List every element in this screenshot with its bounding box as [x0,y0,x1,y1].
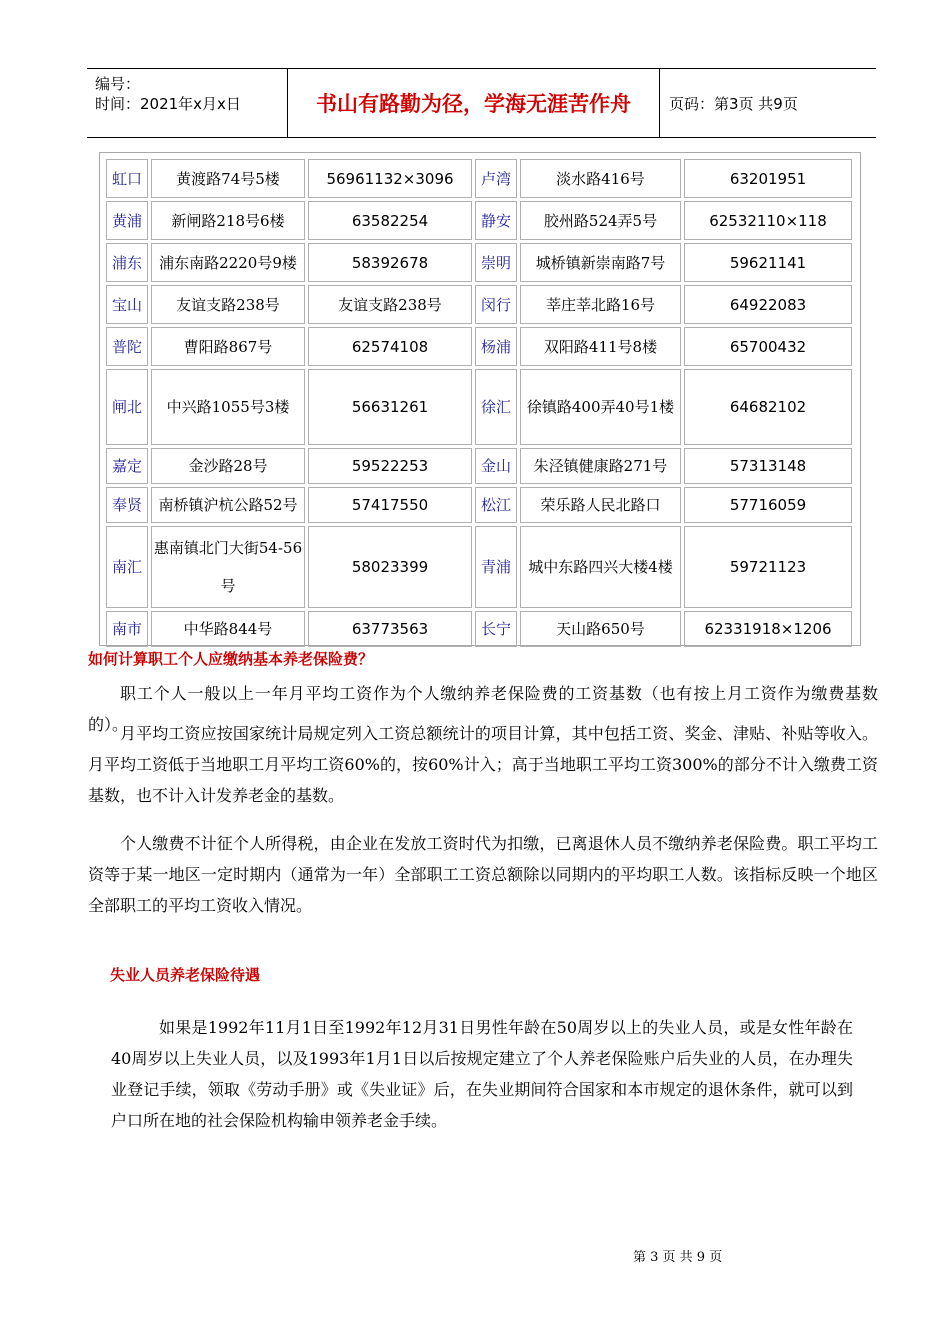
table-row [106,448,852,484]
district-cell: 闵行 [475,285,517,324]
address-cell: 中兴路1055号3楼 [151,369,305,445]
table-row [106,369,852,445]
table-row [106,285,852,324]
district-cell: 浦东 [106,243,148,282]
header-page-info: 页码：第3页 共9页 [669,94,798,113]
phone-cell: 57313148 [684,448,852,484]
phone-cell: 58023399 [308,526,472,608]
header-slogan: 书山有路勤为径，学海无涯苦作舟 [288,69,660,137]
district-cell: 奉贤 [106,487,148,523]
phone-cell: 59621141 [684,243,852,282]
district-cell: 嘉定 [106,448,148,484]
office-table [103,156,855,650]
district-cell: 长宁 [475,611,517,647]
phone-cell: 62532110×118 [684,201,852,240]
address-cell: 城桥镇新崇南路7号 [520,243,681,282]
phone-cell: 62331918×1206 [684,611,852,647]
address-cell: 天山路650号 [520,611,681,647]
address-cell: 惠南镇北门大街54-56号 [151,526,305,608]
paragraph: 个人缴费不计征个人所得税，由企业在发放工资时代为扣缴，已离退休人员不缴纳养老保险费。职工平均工资等于某一地区一定时期内（通常为一年）全部职工工资总额除以同期内的平均职工人数。该指标反映一个地区全部职工的平均工资收入情况。 [88,834,878,915]
table-row [106,243,852,282]
address-cell: 城中东路四兴大楼4楼 [520,526,681,608]
address-cell: 朱泾镇健康路271号 [520,448,681,484]
phone-cell: 57716059 [684,487,852,523]
phone-cell: 59721123 [684,526,852,608]
phone-cell: 63773563 [308,611,472,647]
address-cell: 金沙路28号 [151,448,305,484]
address-cell: 双阳路411号8楼 [520,327,681,366]
address-cell: 荣乐路人民北路口 [520,487,681,523]
number-label: 编号： [95,75,141,93]
district-cell: 杨浦 [475,327,517,366]
page-footer: 第 3 页 共 9 页 [633,1250,723,1265]
district-cell: 宝山 [106,285,148,324]
district-cell: 青浦 [475,526,517,608]
phone-cell: 64682102 [684,369,852,445]
page-header [87,68,876,138]
district-cell: 卢湾 [475,159,517,198]
phone-cell: 64922083 [684,285,852,324]
address-cell: 淡水路416号 [520,159,681,198]
address-cell: 曹阳路867号 [151,327,305,366]
table-row [106,159,852,198]
district-cell: 静安 [475,201,517,240]
district-cell: 徐汇 [475,369,517,445]
district-cell: 闸北 [106,369,148,445]
address-cell: 新闸路218号6楼 [151,201,305,240]
section-heading: 失业人员养老保险待遇 [110,966,261,984]
district-cell: 崇明 [475,243,517,282]
paragraph: 职工个人一般以上一年月平均工资作为个人缴纳养老保险费的工资基数（也有按上月工资作为缴费基数的）。 [88,684,878,734]
phone-cell: 62574108 [308,327,472,366]
phone-cell: 57417550 [308,487,472,523]
section-heading: 如何计算职工个人应缴纳基本养老保险费？ [88,650,374,668]
phone-cell: 65700432 [684,327,852,366]
table-row [106,327,852,366]
phone-cell: 58392678 [308,243,472,282]
district-cell: 松江 [475,487,517,523]
paragraph: 如果是1992年11月1日至1992年12月31日男性年龄在50周岁以上的失业人员，或是女性年龄在40周岁以上失业人员，以及1993年1月1日以后按规定建立了个人养老保险账户后失业的人员，在办理失业登记手续，领取《劳动手册》或《失业证》后，在失业期间符合国家和本市规定的退休条件，就可以到户口所在地的社会保险机构输申领养老金手续。 [111,1018,853,1130]
address-cell: 浦东南路2220号9楼 [151,243,305,282]
table-row [106,611,852,647]
office-table-frame [99,152,861,646]
phone-cell: 59522253 [308,448,472,484]
address-cell: 徐镇路400弄40号1楼 [520,369,681,445]
time-label: 时间：2021年x月x日 [95,95,241,113]
district-cell: 南汇 [106,526,148,608]
table-row [106,201,852,240]
header-meta [87,69,288,137]
phone-cell: 56631261 [308,369,472,445]
phone-cell: 63582254 [308,201,472,240]
phone-cell: 56961132×3096 [308,159,472,198]
district-cell: 黄浦 [106,201,148,240]
address-cell: 胶州路524弄5号 [520,201,681,240]
address-cell: 南桥镇沪杭公路52号 [151,487,305,523]
address-cell: 黄渡路74号5楼 [151,159,305,198]
district-cell: 南市 [106,611,148,647]
table-row [106,487,852,523]
phone-cell: 友谊支路238号 [308,285,472,324]
district-cell: 虹口 [106,159,148,198]
address-cell: 莘庄莘北路16号 [520,285,681,324]
phone-cell: 63201951 [684,159,852,198]
address-cell: 友谊支路238号 [151,285,305,324]
address-cell: 中华路844号 [151,611,305,647]
paragraph: 月平均工资应按国家统计局规定列入工资总额统计的项目计算，其中包括工资、奖金、津贴、补贴等收入。月平均工资低于当地职工月平均工资60%的，按60%计入；高于当地职工平均工资300%的部分不计入缴费工资基数，也不计入计发养老金的基数。 [88,724,878,805]
district-cell: 金山 [475,448,517,484]
table-row [106,526,852,608]
district-cell: 普陀 [106,327,148,366]
